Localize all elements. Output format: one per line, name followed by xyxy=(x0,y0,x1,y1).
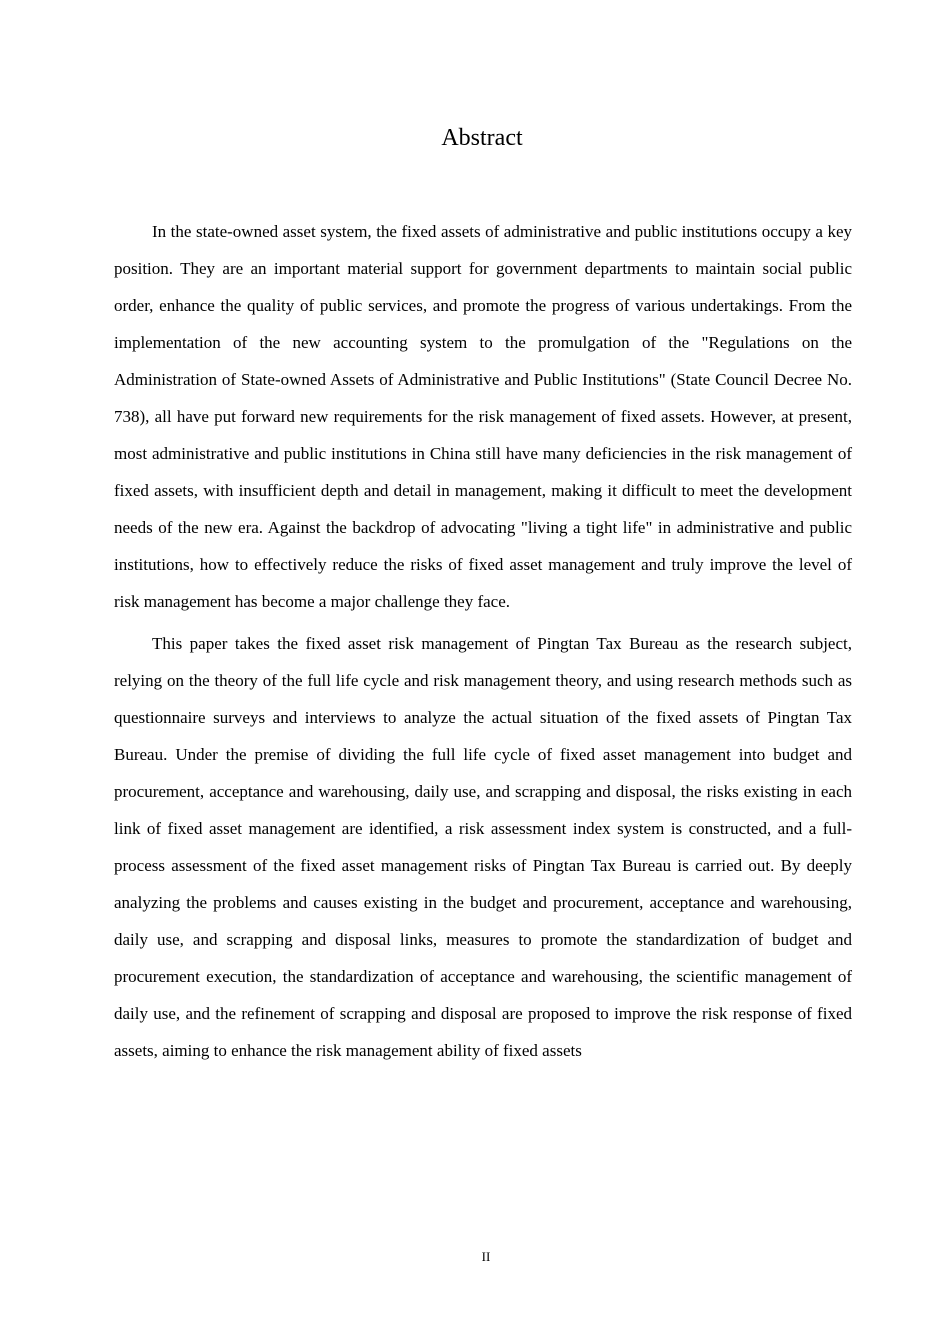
abstract-paragraph-1: In the state-owned asset system, the fixed assets of administrative and public institutions occupy a key position. They are an important material support for government departments to maintain social public order, enhance the quality of public services, and promote the progress of various undertakings. From the implementation of the new accounting system to the promulgation of the "Regulations on the Administration of State-owned Assets of Administrative and Public Institutions" (State Council Decree No. 738), all have put forward new requirements for the risk management of fixed assets. However, at present, most administrative and public institutions in China still have many deficiencies in the risk management of fixed assets, with insufficient depth and detail in management, making it difficult to meet the development needs of the new era. Against the backdrop of advocating "living a tight life" in administrative and public institutions, how to effectively reduce the risks of fixed asset management and truly improve the level of risk management has become a major challenge they face. xyxy=(114,222,852,611)
page-number: II xyxy=(481,1249,491,1264)
abstract-title: Abstract xyxy=(441,125,523,151)
abstract-body xyxy=(114,213,852,1069)
abstract-paragraph-2: This paper takes the fixed asset risk management of Pingtan Tax Bureau as the research subject, relying on the theory of the full life cycle and risk management theory, and using research methods such as questionnaire surveys and interviews to analyze the actual situation of the fixed assets of Pingtan Tax Bureau. Under the premise of dividing the full life cycle of fixed asset management into budget and procurement, acceptance and warehousing, daily use, and scrapping and disposal, the risks existing in each link of fixed asset management are identified, a risk assessment index system is constructed, and a full-process assessment of the fixed asset management risks of Pingtan Tax Bureau is carried out. By deeply analyzing the problems and causes existing in the budget and procurement, acceptance and warehousing, daily use, and scrapping and disposal links, measures to promote the standardization of budget and procurement execution, the standardization of acceptance and warehousing, the scientific management of daily use, and the refinement of scrapping and disposal are proposed to improve the risk response of fixed assets, aiming to enhance the risk management ability of fixed assets xyxy=(114,634,852,1060)
